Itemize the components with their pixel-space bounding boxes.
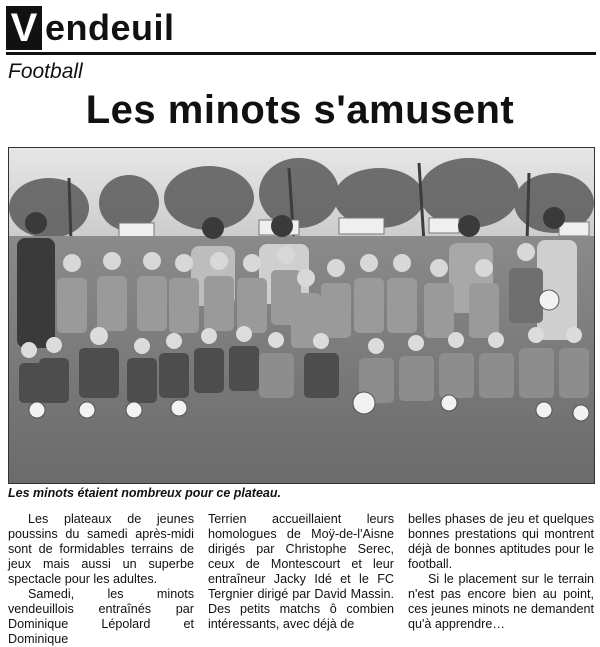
masthead: [6, 4, 596, 56]
article-body: [8, 512, 594, 646]
team-photo: [8, 147, 595, 484]
article-column-1: [8, 512, 194, 647]
article-column-2: [208, 512, 394, 632]
masthead-rule: [6, 52, 596, 55]
section-label: Football: [8, 60, 83, 83]
masthead-initial: V: [6, 6, 42, 50]
masthead-town: endeuil: [45, 7, 175, 48]
article-paragraph: Terrien accueillaient leurs homologues de Moÿ-de-l'Aisne dirigés par Christophe Serec, ceux de Montescourt et leur entraîneur Jacky Idé et le FC Tergnier dirigé par David Massin. Des petits matchs ô combien intéressants, avec déjà de: [208, 512, 394, 631]
photo-caption: Les minots étaient nombreux pour ce plateau.: [8, 486, 281, 500]
article-paragraph: Si le placement sur le terrain n'est pas encore bien au point, ces jeunes minots ne demandent qu'à apprendre…: [408, 572, 594, 631]
team-photo-image: [9, 148, 594, 483]
headline: Les minots s'amusent: [85, 88, 515, 132]
article-column-3: [408, 512, 594, 632]
article-paragraph: Les plateaux de jeunes poussins du samedi après-midi sont de formidables terrains de jeux mais aussi un superbe spectacle pour les adultes.: [8, 512, 194, 586]
article-paragraph: belles phases de jeu et quelques bonnes prestations qui montrent déjà de bonnes aptitudes pour le football.: [408, 512, 594, 571]
article-paragraph: Samedi, les minots vendeuillois entraînés par Dominique Lépolard et Dominique: [8, 587, 194, 646]
